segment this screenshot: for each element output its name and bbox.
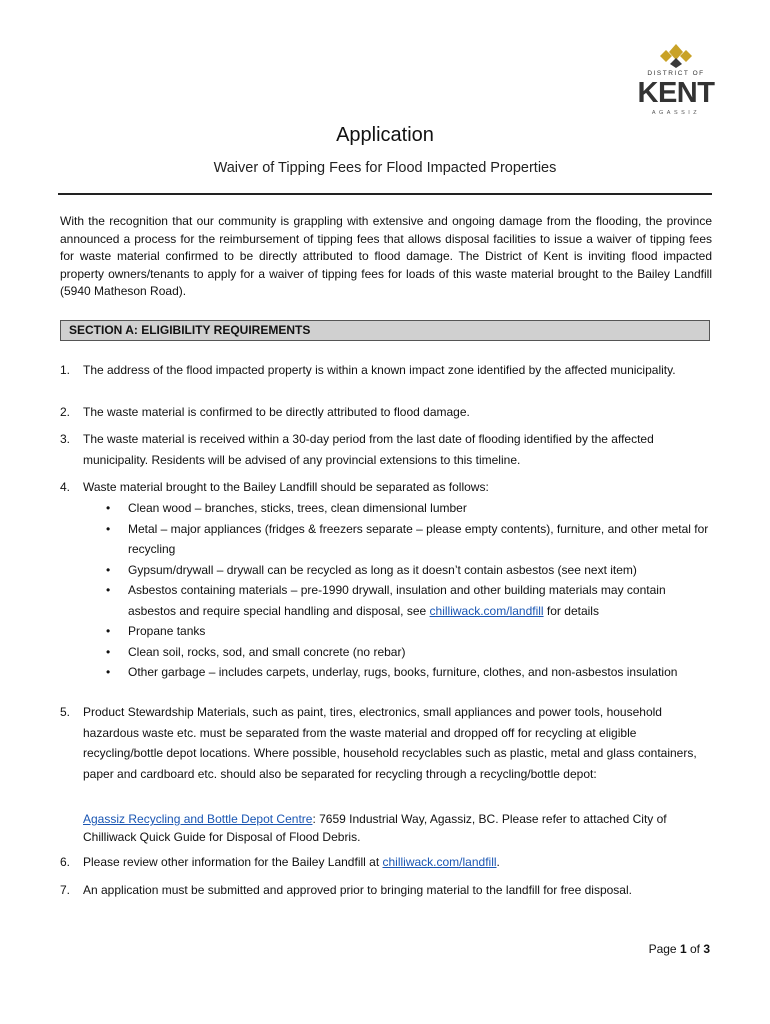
list-item [106, 498, 712, 519]
section-a-title: SECTION A: ELIGIBILITY REQUIREMENTS [69, 323, 311, 337]
item-number: 4. [60, 480, 71, 494]
page-current: 1 [679, 942, 687, 956]
list-item [106, 560, 712, 581]
list-item [60, 402, 712, 423]
item-text: An application must be submitted and approved prior to bringing material to the landfill for free disposal. [83, 883, 632, 897]
title-divider [58, 193, 712, 195]
item-text: Please review other information for the Bailey Landfill at [83, 855, 383, 869]
bullet-text: Clean wood – branches, sticks, trees, clean dimensional lumber [128, 501, 467, 515]
item-number: 6. [60, 855, 71, 869]
page-number [649, 942, 710, 956]
list-item [60, 477, 712, 498]
bullet-text: Asbestos containing materials – pre-1990 drywall, insulation and other building materials may contain asbestos and require special handling and disposal, see [128, 583, 666, 618]
list-item [106, 621, 712, 642]
list-item [60, 360, 712, 381]
list-item [106, 580, 712, 621]
bullet-text: Other garbage – includes carpets, underlay, rugs, books, furniture, clothes, and non-asbestos insulation [128, 665, 678, 679]
list-item [106, 642, 712, 663]
list-item [60, 702, 712, 784]
intro-paragraph: With the recognition that our community is grappling with extensive and ongoing damage from the flooding, the province announced a process for the reimbursement of tipping fees that allows disposal facilities to issue a waiver of tipping fees for waste material confirmed to be directly attributed to flood damage. The District of Kent is inviting flood impacted property owners/tenants to apply for a waiver of tipping fees for loads of this waste material brought to the Bailey Landfill (5940 Matheson Road). [60, 214, 712, 298]
item-text: The waste material is received within a 30-day period from the last date of flooding identified by the affected municipality. Residents will be advised of any provincial extensions to this timeline. [83, 432, 654, 467]
bullet-icon: • [106, 583, 111, 597]
bullet-text: Metal – major appliances (fridges & freezers separate – please empty contents), furniture, and other metal for recycling [128, 521, 709, 556]
depot-info [60, 810, 712, 846]
page-of: of [686, 942, 704, 956]
item-number: 7. [60, 883, 71, 897]
bullet-icon: • [106, 665, 111, 679]
landfill-link[interactable]: chilliwack.com/landfill [382, 855, 497, 869]
item-text: . [496, 855, 500, 869]
page-total: 3 [703, 942, 710, 956]
item-number: 3. [60, 432, 71, 446]
bullet-text: Propane tanks [128, 624, 206, 638]
page-prefix: Page [648, 942, 680, 956]
list-item [60, 852, 712, 873]
list-item [106, 519, 712, 560]
bullet-icon: • [106, 562, 111, 577]
bullet-text: for details [543, 603, 599, 618]
item-number: 1. [60, 363, 71, 377]
logo-kent-text: KENT [637, 77, 715, 109]
waste-separation-list [106, 498, 712, 683]
bullet-text: Clean soil, rocks, sod, and small concrete (no rebar) [128, 644, 406, 659]
bullet-icon: • [106, 624, 111, 638]
bullet-icon: • [106, 501, 111, 515]
list-item [60, 880, 712, 901]
diamond-logo-icon [658, 42, 694, 68]
page-title: Application [336, 124, 434, 146]
depot-text: : 7659 Industrial Way, Agassiz, BC. Please refer to attached City of Chilliwack Quick Guide for Disposal of Flood Debris. [83, 812, 667, 844]
item-text: Waste material brought to the Bailey Landfill should be separated as follows: [83, 480, 489, 494]
list-item [60, 429, 712, 470]
bullet-icon: • [106, 521, 111, 536]
item-number: 2. [60, 405, 71, 419]
depot-link[interactable]: Agassiz Recycling and Bottle Depot Centre [83, 812, 313, 826]
logo-agassiz-text: AGASSIZ [651, 110, 701, 116]
district-logo [636, 42, 716, 118]
section-a-header [60, 320, 710, 341]
list-item [106, 662, 712, 683]
bullet-text: Gypsum/drywall – drywall can be recycled as long as it doesn’t contain asbestos (see next item) [128, 562, 637, 577]
item-text: The waste material is confirmed to be directly attributed to flood damage. [83, 405, 470, 419]
logo-district-text: DISTRICT OF [647, 70, 705, 77]
item-number: 5. [60, 705, 71, 719]
bullet-icon: • [106, 644, 111, 659]
item-text: The address of the flood impacted property is within a known impact zone identified by the affected municipality. [83, 363, 676, 377]
landfill-link[interactable]: chilliwack.com/landfill [429, 603, 544, 618]
page-subtitle: Waiver of Tipping Fees for Flood Impacted Properties [213, 160, 557, 176]
item-text: Product Stewardship Materials, such as paint, tires, electronics, small appliances and power tools, household hazardous waste etc. must be separated from the waste material and dropped off for recycling at eligible recycling/bottle depot locations. Where possible, household recyclables such as plastic, metal and glass containers, paper and cardboard etc. should also be separated for recycling through a recycling/bottle depot: [83, 705, 697, 781]
